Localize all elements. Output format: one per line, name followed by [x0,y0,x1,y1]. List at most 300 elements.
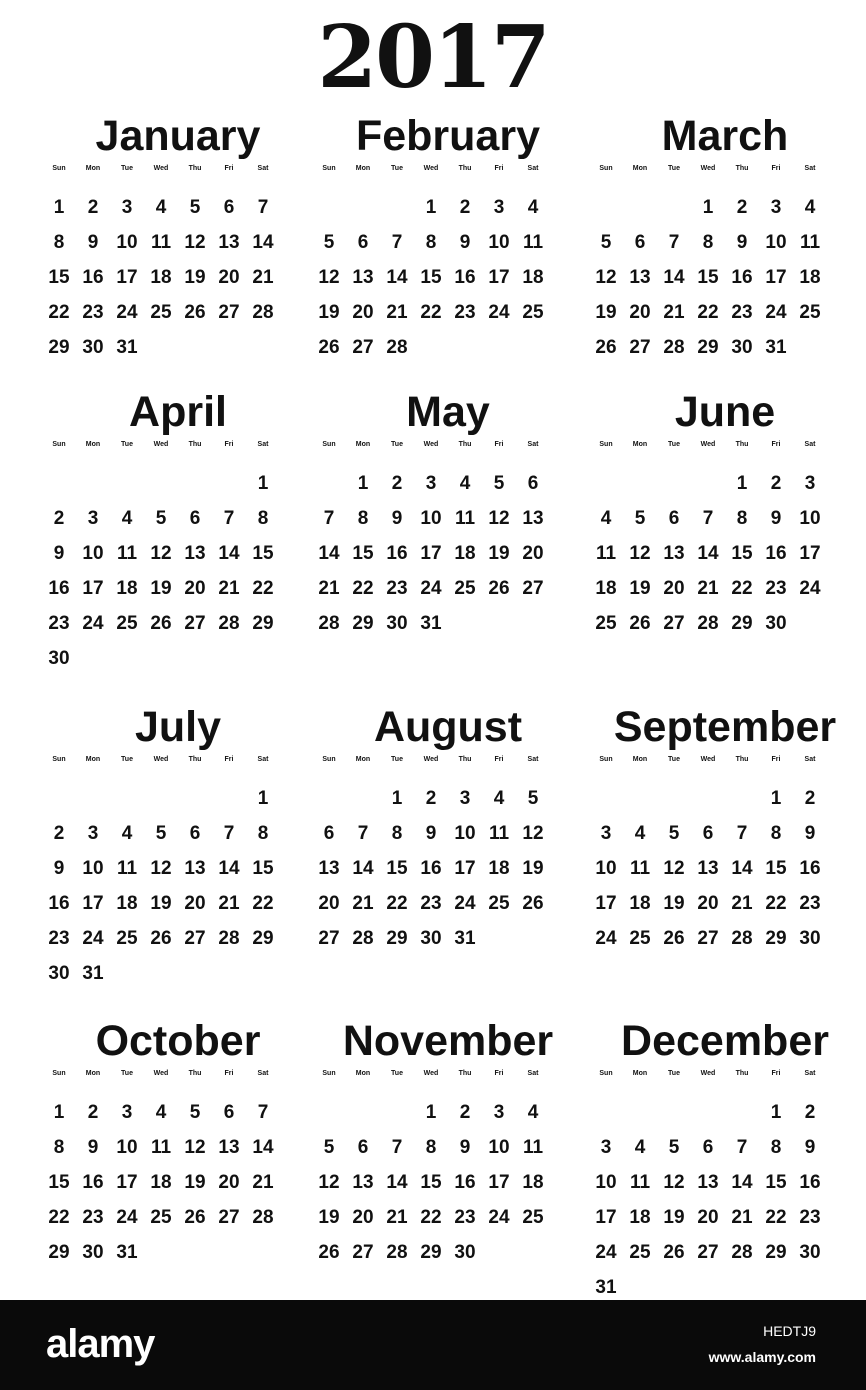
day-cell: 11 [522,232,544,253]
day-cell: 26 [663,1242,685,1263]
day-cell: 28 [663,337,685,358]
day-cell: 9 [770,508,782,529]
weekday-label: Sat [804,756,816,763]
day-cell: 15 [765,858,787,879]
month-name: March [661,112,789,160]
day-cell: 14 [218,543,240,564]
day-cell: 4 [155,197,167,218]
day-cell: 10 [454,823,476,844]
weekday-label: Tue [668,1070,680,1077]
weekday-label: Wed [423,756,439,763]
day-cell: 2 [804,1102,816,1123]
day-cell: 4 [804,197,816,218]
weekday-label: Thu [735,165,749,172]
day-cell: 15 [420,1172,442,1193]
weekday-label: Mon [85,441,101,448]
day-cell: 19 [522,858,544,879]
day-cell: 7 [702,508,714,529]
day-cell: 2 [87,197,99,218]
day-cell: 20 [184,893,206,914]
weekday-label: Wed [700,1070,716,1077]
day-cell: 21 [352,893,374,914]
weekday-label: Wed [423,165,439,172]
month-name: June [674,388,776,436]
day-cell: 13 [318,858,340,879]
day-cell: 31 [420,613,442,634]
weekday-label: Mon [85,1070,101,1077]
day-cell: 30 [48,963,70,984]
day-cell: 19 [663,1207,685,1228]
day-cell: 30 [731,337,753,358]
day-cell: 16 [765,543,787,564]
weekday-label: Mon [85,756,101,763]
day-cell: 24 [420,578,442,599]
day-cell: 15 [731,543,753,564]
day-cell: 2 [459,197,471,218]
day-cell: 15 [697,267,719,288]
day-cell: 26 [150,928,172,949]
day-cell: 1 [53,1102,65,1123]
day-cell: 6 [357,1137,369,1158]
weekday-label: Wed [153,756,169,763]
day-cell: 14 [386,1172,408,1193]
weekday-label: Sat [257,441,269,448]
weekday-label: Wed [700,165,716,172]
day-cell: 5 [668,1137,680,1158]
day-cell: 29 [697,337,719,358]
month-september [589,705,861,975]
day-cell: 10 [82,858,104,879]
day-cell: 29 [48,337,70,358]
day-cell: 10 [488,232,510,253]
site-url: www.alamy.com [708,1349,816,1365]
day-cell: 13 [184,543,206,564]
day-cell: 6 [189,508,201,529]
day-cell: 7 [391,1137,403,1158]
day-cell: 3 [87,508,99,529]
day-cell: 30 [799,928,821,949]
day-cell: 21 [218,578,240,599]
day-cell: 5 [155,823,167,844]
day-cell: 1 [391,788,403,809]
day-cell: 19 [663,893,685,914]
day-cell: 21 [697,578,719,599]
day-cell: 6 [527,473,539,494]
day-cell: 25 [629,1242,651,1263]
day-cell: 14 [731,858,753,879]
weekday-label: Fri [494,165,504,172]
day-cell: 31 [765,337,787,358]
day-cell: 26 [184,302,206,323]
day-cell: 6 [323,823,335,844]
day-cell: 25 [150,302,172,323]
day-cell: 31 [116,337,138,358]
weekday-label: Tue [391,441,403,448]
day-cell: 21 [731,893,753,914]
day-cell: 31 [595,1277,617,1298]
weekday-label: Mon [355,1070,371,1077]
day-cell: 13 [663,543,685,564]
day-cell: 24 [116,1207,138,1228]
day-cell: 1 [425,1102,437,1123]
day-cell: 4 [634,823,646,844]
day-cell: 18 [595,578,617,599]
day-cell: 2 [391,473,403,494]
weekday-label: Fri [771,1070,781,1077]
day-cell: 20 [663,578,685,599]
day-cell: 18 [150,1172,172,1193]
day-cell: 18 [629,893,651,914]
day-cell: 23 [799,1207,821,1228]
day-cell: 4 [634,1137,646,1158]
weekday-label: Sat [804,441,816,448]
day-cell: 2 [53,823,65,844]
day-cell: 1 [257,473,269,494]
day-cell: 5 [668,823,680,844]
day-cell: 5 [634,508,646,529]
day-cell: 26 [150,613,172,634]
weekday-label: Fri [494,756,504,763]
day-cell: 15 [386,858,408,879]
weekday-label: Sun [599,756,613,763]
day-cell: 21 [731,1207,753,1228]
day-cell: 17 [765,267,787,288]
day-cell: 29 [352,613,374,634]
day-cell: 12 [663,1172,685,1193]
day-cell: 25 [150,1207,172,1228]
day-cell: 3 [493,197,505,218]
day-cell: 16 [731,267,753,288]
day-cell: 10 [116,232,138,253]
day-cell: 9 [459,1137,471,1158]
day-cell: 26 [595,337,617,358]
weekday-label: Thu [188,756,202,763]
day-cell: 1 [736,473,748,494]
weekday-label: Fri [224,756,234,763]
day-cell: 14 [697,543,719,564]
day-cell: 7 [223,823,235,844]
day-cell: 25 [454,578,476,599]
day-cell: 15 [48,267,70,288]
weekday-label: Sun [52,441,66,448]
day-cell: 28 [731,928,753,949]
day-cell: 21 [386,302,408,323]
day-cell: 10 [799,508,821,529]
day-cell: 27 [318,928,340,949]
day-cell: 12 [629,543,651,564]
weekday-label: Tue [121,441,133,448]
day-cell: 28 [731,1242,753,1263]
weekday-label: Wed [153,441,169,448]
day-cell: 8 [702,232,714,253]
day-cell: 12 [184,232,206,253]
weekday-label: Sun [52,1070,66,1077]
day-cell: 15 [252,543,274,564]
weekday-label: Thu [735,441,749,448]
day-cell: 14 [252,232,274,253]
day-cell: 28 [218,928,240,949]
day-cell: 16 [799,1172,821,1193]
day-cell: 17 [595,1207,617,1228]
day-cell: 6 [357,232,369,253]
day-cell: 8 [357,508,369,529]
day-cell: 23 [386,578,408,599]
day-cell: 10 [595,1172,617,1193]
day-cell: 18 [116,578,138,599]
day-cell: 11 [488,823,510,844]
day-cell: 1 [770,1102,782,1123]
day-cell: 2 [804,788,816,809]
day-cell: 21 [252,1172,274,1193]
day-cell: 24 [595,928,617,949]
day-cell: 20 [218,1172,240,1193]
day-cell: 31 [82,963,104,984]
day-cell: 7 [668,232,680,253]
day-cell: 19 [318,302,340,323]
weekday-label: Sat [257,1070,269,1077]
month-name: February [355,112,540,160]
weekday-label: Wed [153,1070,169,1077]
month-november [312,1019,584,1289]
day-cell: 6 [634,232,646,253]
day-cell: 9 [53,858,65,879]
day-cell: 28 [697,613,719,634]
day-cell: 27 [184,613,206,634]
day-cell: 24 [82,613,104,634]
day-cell: 15 [352,543,374,564]
day-cell: 15 [48,1172,70,1193]
day-cell: 20 [352,302,374,323]
day-cell: 14 [386,267,408,288]
day-cell: 2 [736,197,748,218]
day-cell: 3 [770,197,782,218]
day-cell: 6 [702,1137,714,1158]
day-cell: 20 [218,267,240,288]
day-cell: 18 [522,267,544,288]
month-april [42,388,314,669]
day-cell: 3 [87,823,99,844]
day-cell: 21 [318,578,340,599]
day-cell: 2 [425,788,437,809]
weekday-label: Sat [804,165,816,172]
day-cell: 14 [318,543,340,564]
day-cell: 14 [731,1172,753,1193]
month-name: December [621,1017,829,1065]
day-cell: 22 [352,578,374,599]
day-cell: 28 [386,1242,408,1263]
day-cell: 5 [493,473,505,494]
day-cell: 9 [804,823,816,844]
day-cell: 14 [252,1137,274,1158]
day-cell: 22 [386,893,408,914]
day-cell: 21 [386,1207,408,1228]
day-cell: 9 [425,823,437,844]
month-name: September [613,703,837,751]
day-cell: 9 [53,543,65,564]
weekday-label: Mon [632,441,648,448]
weekday-label: Wed [700,441,716,448]
day-cell: 11 [150,232,172,253]
day-cell: 16 [82,1172,104,1193]
day-cell: 21 [218,893,240,914]
day-cell: 24 [116,302,138,323]
day-cell: 8 [257,508,269,529]
day-cell: 13 [352,1172,374,1193]
day-cell: 30 [454,1242,476,1263]
day-cell: 15 [420,267,442,288]
weekday-label: Sat [527,1070,539,1077]
day-cell: 7 [223,508,235,529]
day-cell: 27 [218,1207,240,1228]
day-cell: 17 [420,543,442,564]
day-cell: 27 [218,302,240,323]
weekday-label: Tue [668,756,680,763]
day-cell: 24 [454,893,476,914]
day-cell: 16 [420,858,442,879]
day-cell: 3 [600,823,612,844]
day-cell: 10 [595,858,617,879]
weekday-label: Sun [52,756,66,763]
day-cell: 27 [629,337,651,358]
day-cell: 11 [116,858,138,879]
weekday-label: Sun [322,756,336,763]
weekday-label: Thu [735,756,749,763]
day-cell: 14 [663,267,685,288]
day-cell: 13 [218,1137,240,1158]
day-cell: 1 [770,788,782,809]
day-cell: 11 [454,508,476,529]
day-cell: 1 [257,788,269,809]
day-cell: 29 [386,928,408,949]
day-cell: 10 [765,232,787,253]
day-cell: 29 [765,928,787,949]
day-cell: 30 [420,928,442,949]
day-cell: 19 [318,1207,340,1228]
day-cell: 8 [257,823,269,844]
day-cell: 24 [488,302,510,323]
day-cell: 9 [87,232,99,253]
day-cell: 3 [804,473,816,494]
day-cell: 13 [629,267,651,288]
day-cell: 8 [770,1137,782,1158]
day-cell: 20 [697,1207,719,1228]
weekday-label: Sun [599,441,613,448]
day-cell: 6 [223,1102,235,1123]
weekday-label: Sat [527,165,539,172]
day-cell: 22 [48,1207,70,1228]
day-cell: 18 [488,858,510,879]
day-cell: 30 [48,648,70,669]
day-cell: 30 [82,1242,104,1263]
day-cell: 6 [668,508,680,529]
month-august [312,705,584,975]
weekday-label: Tue [668,165,680,172]
day-cell: 24 [82,928,104,949]
day-cell: 13 [522,508,544,529]
day-cell: 22 [48,302,70,323]
day-cell: 5 [527,788,539,809]
month-february [312,114,584,384]
day-cell: 11 [522,1137,544,1158]
day-cell: 24 [488,1207,510,1228]
day-cell: 13 [352,267,374,288]
day-cell: 28 [252,1207,274,1228]
day-cell: 23 [731,302,753,323]
month-name: May [406,388,490,436]
day-cell: 25 [522,302,544,323]
day-cell: 23 [48,928,70,949]
day-cell: 25 [595,613,617,634]
day-cell: 29 [252,613,274,634]
day-cell: 5 [323,1137,335,1158]
weekday-label: Tue [391,756,403,763]
weekday-label: Thu [458,1070,472,1077]
day-cell: 12 [488,508,510,529]
month-october [42,1019,314,1289]
day-cell: 11 [629,1172,651,1193]
day-cell: 18 [454,543,476,564]
day-cell: 30 [82,337,104,358]
weekday-label: Mon [355,441,371,448]
day-cell: 23 [82,302,104,323]
day-cell: 17 [488,1172,510,1193]
weekday-label: Sat [527,756,539,763]
day-cell: 20 [318,893,340,914]
day-cell: 29 [48,1242,70,1263]
day-cell: 26 [663,928,685,949]
day-cell: 19 [184,1172,206,1193]
day-cell: 15 [765,1172,787,1193]
day-cell: 27 [697,1242,719,1263]
day-cell: 9 [459,232,471,253]
weekday-label: Wed [423,1070,439,1077]
day-cell: 29 [420,1242,442,1263]
day-cell: 26 [488,578,510,599]
day-cell: 1 [53,197,65,218]
weekday-label: Tue [391,1070,403,1077]
day-cell: 7 [736,1137,748,1158]
month-january [42,114,314,384]
weekday-label: Fri [771,165,781,172]
day-cell: 16 [82,267,104,288]
day-cell: 3 [121,197,133,218]
day-cell: 19 [629,578,651,599]
day-cell: 10 [116,1137,138,1158]
month-december [589,1017,861,1298]
weekday-label: Sun [52,165,66,172]
weekday-label: Fri [224,441,234,448]
weekday-label: Fri [771,756,781,763]
day-cell: 29 [731,613,753,634]
day-cell: 25 [799,302,821,323]
day-cell: 11 [595,543,617,564]
weekday-label: Tue [121,756,133,763]
day-cell: 26 [629,613,651,634]
day-cell: 10 [82,543,104,564]
day-cell: 17 [799,543,821,564]
day-cell: 25 [116,928,138,949]
day-cell: 28 [352,928,374,949]
day-cell: 18 [116,893,138,914]
day-cell: 7 [323,508,335,529]
month-name: August [373,703,523,751]
day-cell: 18 [799,267,821,288]
day-cell: 8 [425,232,437,253]
day-cell: 20 [352,1207,374,1228]
day-cell: 2 [459,1102,471,1123]
weekday-label: Fri [224,1070,234,1077]
day-cell: 9 [736,232,748,253]
